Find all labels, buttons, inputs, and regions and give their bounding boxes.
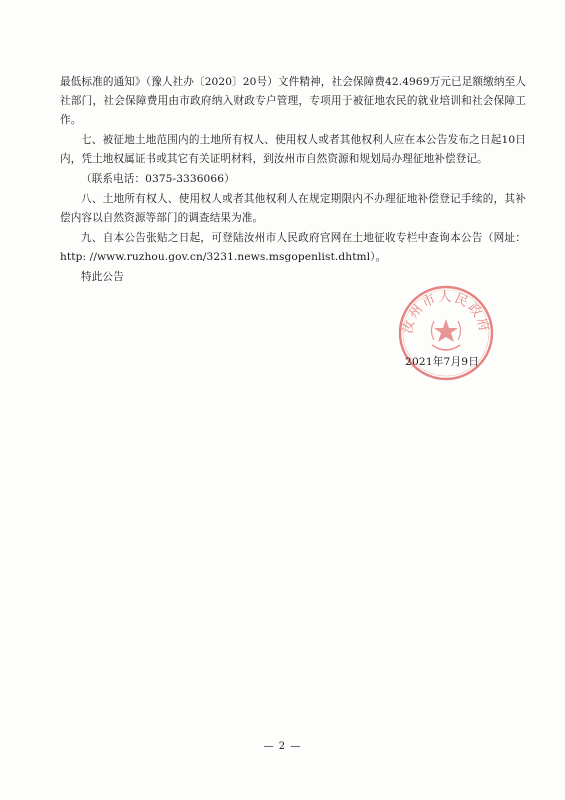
paragraph-continuation: 最低标准的通知》（豫人社办〔2020〕20号）文件精神，社会保障费42.4969万元已足额缴纳至人社部门，社会保障费用由市政府纳入财政专户管理，专项用于被征地农民的就业培训和社会保障工作。 bbox=[60, 76, 526, 126]
seal-text: 汝州市人民政府 bbox=[400, 290, 492, 336]
paragraph-item-9: 九、自本公告张贴之日起，可登陆汝州市人民政府官网在土地征收专栏中查询本公告（网址：http: //www.ruzhou.gov.cn/3231.news.msgopenlist.dhtml）。 bbox=[60, 232, 526, 263]
document-date: 2021年7月9日 bbox=[405, 356, 480, 368]
paragraph-contact-phone: （联系电话：0375-3336066） bbox=[81, 173, 235, 185]
seal-emblem-icon bbox=[432, 319, 461, 350]
paragraph-item-7: 七、被征地土地范围内的土地所有权人、使用权人或者其他权利人应在本公告发布之日起10日内，凭土地权属证书或其它有关证明材料，到汝州市自然资源和规划局办理征地补偿登记。 bbox=[60, 134, 526, 165]
document-body bbox=[60, 73, 526, 288]
paragraph-item-8: 八、土地所有权人、使用权人或者其他权利人在规定期限内不办理征地补偿登记手续的，其补偿内容以自然资源等部门的调查结果为准。 bbox=[60, 193, 526, 224]
page-number: — 2 — bbox=[263, 741, 302, 752]
paragraph-closing: 特此公告 bbox=[81, 271, 124, 283]
